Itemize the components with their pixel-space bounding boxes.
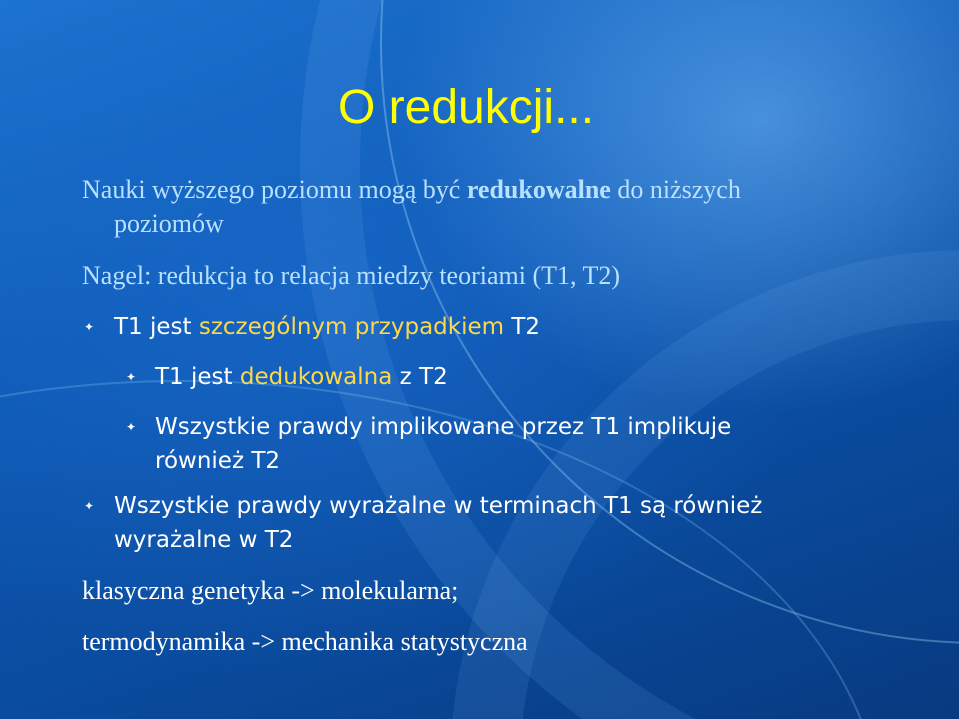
text-run: do niższych (610, 175, 741, 204)
text-run: T2 (504, 314, 541, 340)
text-line: klasyczna genetyka -> molekularna; (82, 576, 459, 605)
emphasis-text: szczególnym przypadkiem (198, 314, 505, 340)
text-line: termodynamika -> mechanika statystyczna (82, 627, 528, 656)
bullet-item: Wszystkie prawdy implikowane przez T1 implikuje (155, 414, 732, 440)
text-run: T1 jest (155, 364, 240, 390)
bullet-icon: ✦ (84, 320, 95, 334)
text-line: poziomów (114, 209, 224, 238)
emphasis-text: dedukowalna (239, 364, 393, 390)
bullet-icon: ✦ (84, 499, 95, 513)
bullet-icon: ✦ (126, 420, 137, 434)
bullet-icon: ✦ (126, 370, 137, 384)
text-run: z T2 (392, 364, 448, 390)
bullet-item (155, 362, 448, 392)
text-run: Nauki wyższego poziomu mogą być (82, 175, 467, 204)
bullet-item: Wszystkie prawdy wyrażalne w terminach T1 są również (114, 493, 763, 519)
slide-title: O redukcji... (338, 81, 595, 134)
bullet-item-continuation: również T2 (155, 448, 281, 474)
text-line (82, 175, 741, 205)
bullet-item-continuation: wyrażalne w T2 (114, 527, 294, 553)
bullet-item (114, 312, 540, 342)
text-line: Nagel: redukcja to relacja miedzy teoriami (T1, T2) (82, 261, 621, 290)
emphasis-text: redukowalne (466, 175, 611, 204)
text-run: T1 jest (114, 314, 199, 340)
